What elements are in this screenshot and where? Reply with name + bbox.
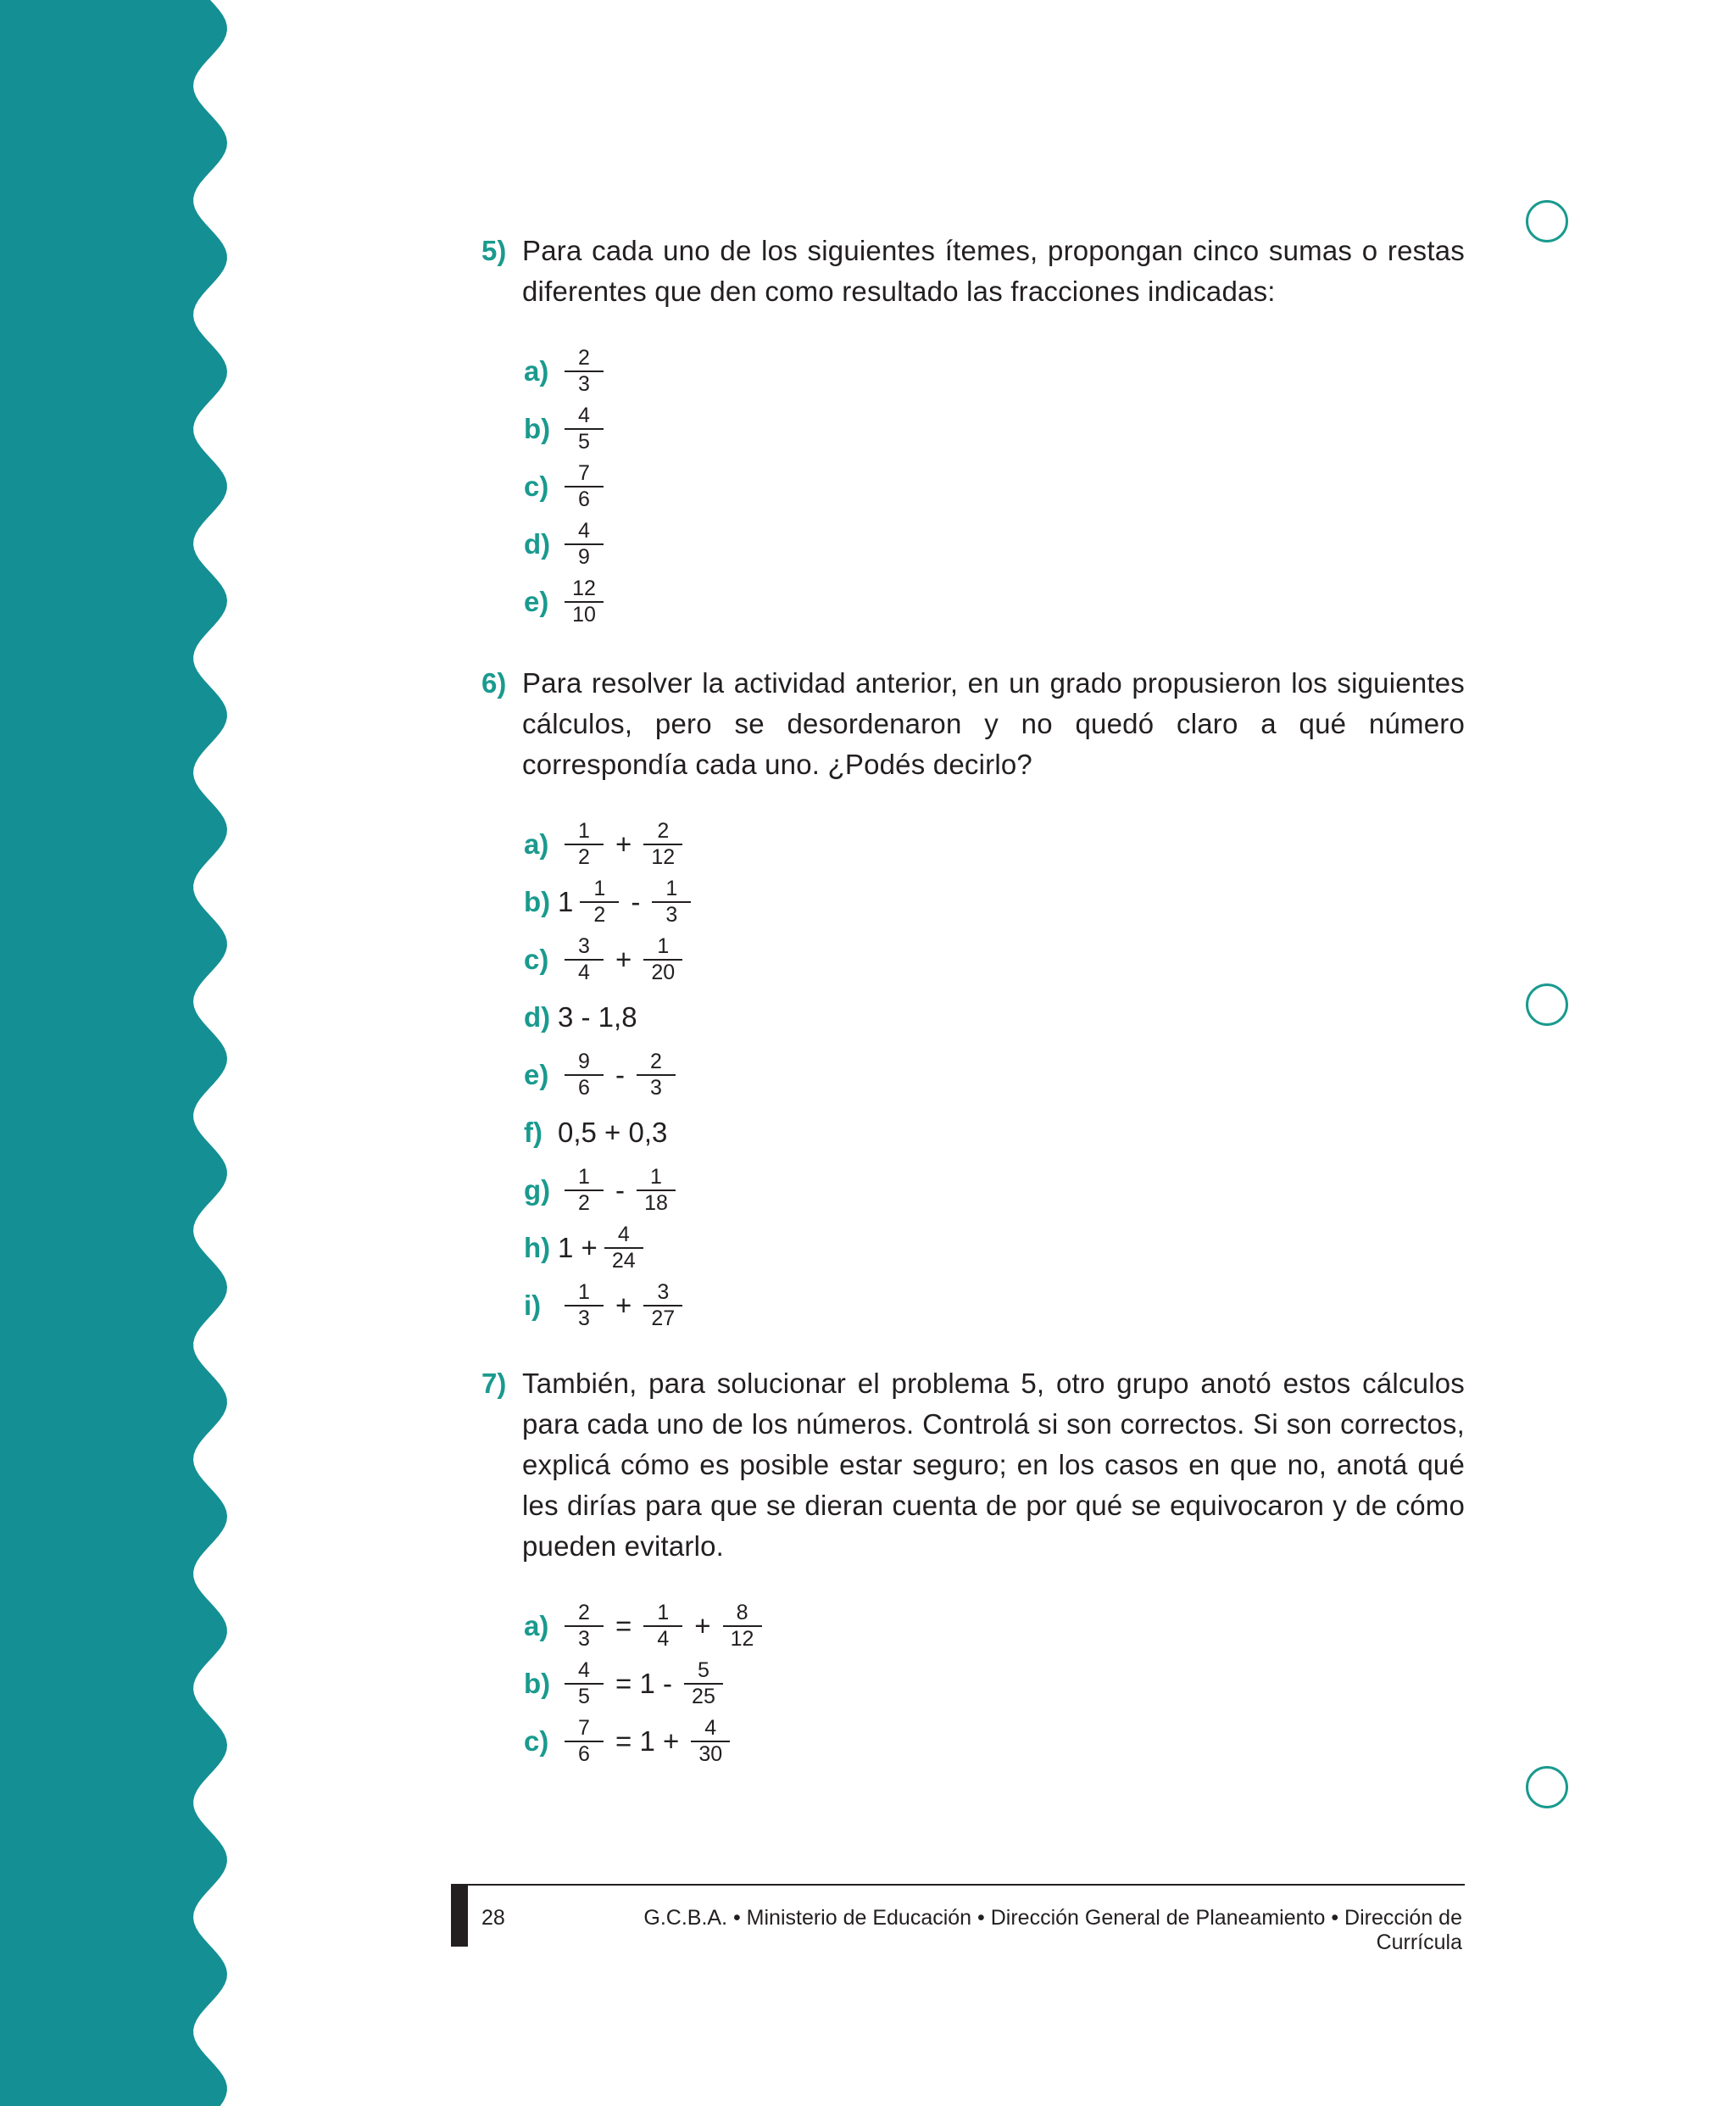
calc-item [524,1655,730,1713]
operator: - [615,1059,625,1090]
problem-text: También, para solucionar el problema 5, otro grupo anotó estos cálculos para cada uno de los números. Controlá si son correctos. Si son correctos, explicá cómo es posible estar seguro; en los casos en que no, anotá qué les dirías para que se dieran cuenta de por qué se equivocaron y de cómo pueden evitarlo. [522,1368,1465,1562]
item-label: h) [524,1232,551,1263]
denominator: 18 [637,1190,676,1216]
fraction [643,819,682,870]
calc-item [524,1104,667,1162]
calc-item [524,458,610,515]
numerator: 4 [578,404,590,427]
item-label: c) [524,944,549,975]
fraction [637,1050,676,1100]
footer-rule [451,1884,1465,1886]
wave-shape [0,0,227,2106]
denominator: 12 [723,1625,762,1652]
calc-item [524,931,689,989]
fraction [580,877,619,928]
numerator: 4 [578,519,590,543]
expression-text: 1 [558,886,574,917]
numerator: 1 [657,934,670,958]
denominator: 9 [565,543,604,570]
numerator: 12 [572,577,596,600]
problem-6 [481,663,1465,785]
fraction [652,877,691,928]
denominator: 5 [565,1683,604,1709]
fraction [684,1658,723,1709]
fraction [565,577,604,627]
item-label: b) [524,413,551,444]
numerator: 1 [650,1165,662,1189]
problem-number: 6) [481,667,507,699]
denominator: 10 [565,601,604,627]
item-label: d) [524,528,551,560]
item-label: a) [524,355,549,387]
denominator: 2 [565,844,604,870]
expression-text: 1 + [558,1232,598,1263]
calc-item [524,515,610,573]
operator: + [615,1290,632,1321]
fraction [723,1601,762,1652]
item-label: b) [524,886,551,917]
calc-item [524,1219,650,1277]
numerator: 4 [578,1658,590,1682]
calc-item [524,1046,682,1104]
numerator: 7 [578,1716,590,1740]
problem-5 [481,231,1465,312]
item-label: f) [524,1117,542,1148]
denominator: 3 [652,901,691,928]
calc-item [524,873,698,931]
numerator: 1 [593,877,606,900]
calc-item [524,816,689,873]
denominator: 5 [565,428,604,454]
fraction [643,1280,682,1331]
numerator: 3 [657,1280,670,1304]
problem-number: 5) [481,235,507,266]
calc-item [524,1162,682,1219]
denominator: 4 [565,959,604,985]
item-label: e) [524,1059,549,1090]
fraction [643,1601,682,1652]
item-label: e) [524,586,549,617]
denominator: 2 [580,901,619,928]
denominator: 27 [643,1305,682,1331]
denominator: 4 [643,1625,682,1652]
calc-item [524,1597,769,1655]
operator: - [615,1174,625,1206]
item-label: a) [524,1610,549,1641]
footer-credits: G.C.B.A. • Ministerio de Educación • Dirección General de Planeamiento • Dirección de Currícula [643,1906,1462,1954]
item-label: a) [524,828,549,860]
denominator: 30 [691,1741,730,1767]
operator: - [631,886,641,917]
numerator: 2 [657,819,670,843]
fraction [565,1280,604,1331]
calc-item [524,989,637,1046]
fraction [565,1165,604,1216]
fraction [565,934,604,985]
numerator: 1 [657,1601,670,1624]
denominator: 25 [684,1683,723,1709]
numerator: 1 [578,1165,590,1189]
item-label: d) [524,1001,551,1033]
fraction [565,1601,604,1652]
numerator: 2 [578,346,590,370]
fraction [565,519,604,570]
binder-hole-middle [1526,983,1568,1026]
expression-text: 0,5 + 0,3 [558,1117,668,1148]
fraction [565,461,604,512]
page-number: 28 [481,1906,505,1930]
problem-number: 7) [481,1368,507,1399]
operator: = 1 + [615,1725,680,1757]
fraction [565,404,604,454]
denominator: 20 [643,959,682,985]
denominator: 3 [565,1625,604,1652]
calc-item [524,573,610,631]
expression-text: 3 - 1,8 [558,1001,637,1033]
numerator: 2 [650,1050,662,1073]
calc-item [524,343,610,400]
numerator: 4 [704,1716,717,1740]
item-label: b) [524,1668,551,1699]
fraction [565,346,604,397]
fraction [565,1050,604,1100]
binder-hole-top [1526,200,1568,242]
numerator: 9 [578,1050,590,1073]
fraction [565,1716,604,1767]
operator: + [615,944,632,975]
numerator: 1 [578,1280,590,1304]
problem-7 [481,1363,1465,1567]
denominator: 6 [565,486,604,512]
denominator: 12 [643,844,682,870]
numerator: 2 [578,1601,590,1624]
denominator: 24 [604,1247,643,1273]
numerator: 8 [736,1601,748,1624]
numerator: 3 [578,934,590,958]
item-label: i) [524,1290,542,1321]
numerator: 7 [578,461,590,485]
denominator: 2 [565,1190,604,1216]
operator: + [694,1610,711,1641]
fraction [565,819,604,870]
fraction [691,1716,730,1767]
fraction [565,1658,604,1709]
fraction [604,1223,643,1273]
fraction [637,1165,676,1216]
denominator: 3 [565,370,604,397]
denominator: 3 [637,1074,676,1100]
operator: = [615,1610,632,1641]
denominator: 3 [565,1305,604,1331]
operator: + [615,828,632,860]
item-label: c) [524,471,549,502]
calc-item [524,1713,737,1770]
numerator: 1 [665,877,678,900]
item-label: g) [524,1174,551,1206]
decorative-wave-border [0,0,254,2106]
denominator: 6 [565,1741,604,1767]
numerator: 5 [698,1658,709,1682]
binder-hole-bottom [1526,1766,1568,1808]
operator: = 1 - [615,1668,672,1699]
item-label: c) [524,1725,549,1757]
numerator: 4 [617,1223,630,1246]
denominator: 6 [565,1074,604,1100]
calc-item [524,400,610,458]
calc-item [524,1277,689,1334]
fraction [643,934,682,985]
footer-marker [451,1886,468,1947]
numerator: 1 [578,819,590,843]
problem-text: Para resolver la actividad anterior, en un grado propusieron los siguientes cálculos, pero se desordenaron y no quedó claro a qué número correspondía cada uno. ¿Podés decirlo? [522,667,1465,780]
problem-text: Para cada uno de los siguientes ítemes, propongan cinco sumas o restas diferentes que den como resultado las fracciones indicadas: [522,235,1465,307]
